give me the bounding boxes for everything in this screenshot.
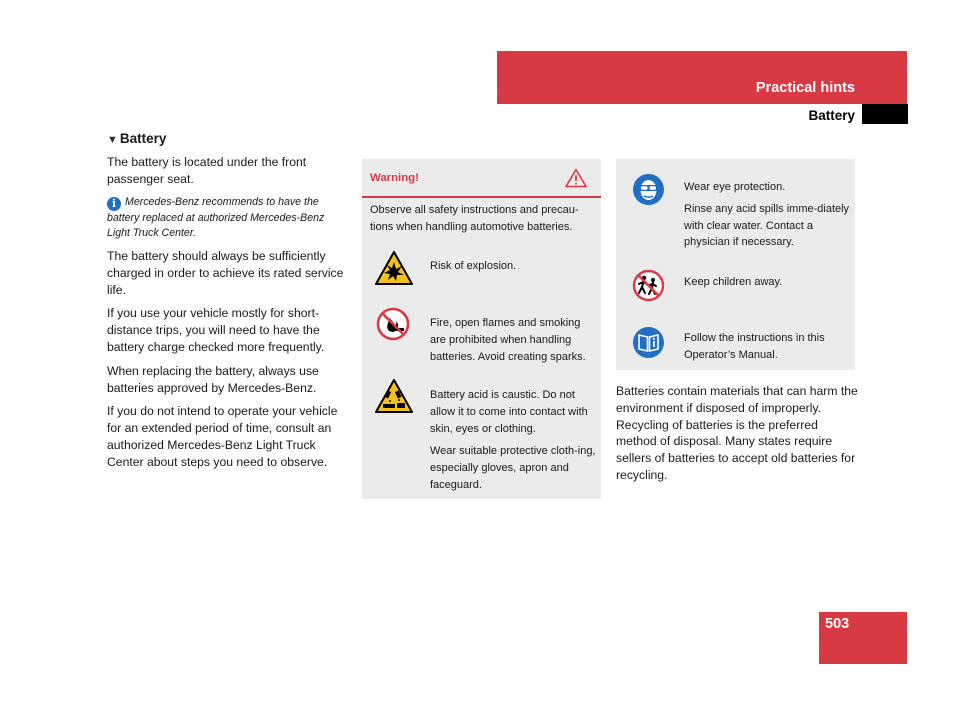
chapter-title: Practical hints: [755, 80, 855, 96]
section-title: Battery: [808, 108, 855, 123]
left-column: [107, 131, 347, 478]
header-band: [497, 51, 907, 104]
warning-item-explosion: [430, 258, 596, 281]
warning-box: [362, 159, 601, 499]
section-heading-text: Battery: [119, 131, 167, 146]
warning-item-acid-text: Battery acid is caustic. Do not allow it to come into contact with skin, eyes or clothing.: [430, 389, 588, 435]
info-item-manual: [684, 330, 850, 369]
paragraph-replacement: When replacing the battery, always use batteries approved by Mercedes-Benz.: [107, 363, 319, 395]
info-item-manual-text: Follow the instructions in this Operator’s Manual.: [684, 332, 825, 361]
warning-item-acid: [430, 387, 596, 500]
info-item-children-text: Keep children away.: [684, 276, 783, 288]
warning-title: Warning!: [370, 172, 419, 184]
triangle-down-icon: ▼: [107, 134, 118, 146]
warning-item-fire: [430, 315, 596, 371]
info-item-rinse-text: Rinse any acid spills imme-diately with clear water. Contact a physician if necessary.: [684, 202, 850, 249]
warning-item-explosion-text: Risk of explosion.: [430, 260, 517, 272]
info-note: [107, 195, 347, 241]
info-icon: i: [107, 197, 121, 211]
paragraph-short-trips: If you use your vehicle mostly for short-distance trips, you will need to have the battery charge checked more frequently.: [107, 306, 325, 354]
explosion-warning-icon: [374, 250, 414, 286]
warning-item-fire-text: Fire, open flames and smoking are prohibited when handling batteries. Avoid creating sparks.: [430, 317, 586, 363]
section-heading: [107, 131, 347, 146]
warning-divider: [362, 196, 601, 198]
paragraph-charge: The battery should always be sufficiently charged in order to achieve its rated service life.: [107, 249, 344, 297]
warning-item-protection-text: Wear suitable protective cloth-ing, especially gloves, apron and faceguard.: [430, 445, 596, 491]
info-item-eye-text: Wear eye protection.: [684, 181, 786, 193]
page-number: 503: [825, 616, 850, 632]
paragraph-storage: If you do not intend to operate your vehicle for an extended period of time, consult an authorized Mercedes-Benz Light Truck Center about steps you need to observe.: [107, 404, 338, 469]
section-tab-marker: [862, 104, 908, 124]
paragraph-recycling: Batteries contain materials that can harm the environment if disposed of improperly. Recycling of batteries is the preferred method of disposal. Many states require sellers of batteries to accept old batteries for recycling.: [616, 384, 858, 482]
keep-children-away-icon: [632, 269, 665, 302]
info-item-children: [684, 274, 850, 296]
info-note-text: Mercedes-Benz recommends to have the battery replaced at authorized Mercedes-Benz Light Truck Center.: [107, 195, 325, 239]
info-panel: [616, 159, 855, 370]
eye-protection-icon: [632, 173, 665, 206]
warning-intro: Observe all safety instructions and precau-tions when handling automotive batteries.: [370, 204, 579, 233]
corrosive-warning-icon: [374, 378, 414, 414]
warning-triangle-icon: [565, 168, 587, 188]
right-column: [616, 383, 858, 484]
info-item-eye: [684, 179, 850, 256]
no-fire-icon: [376, 307, 410, 341]
paragraph-location: The battery is located under the front passenger seat.: [107, 155, 307, 186]
operators-manual-icon: [632, 326, 665, 359]
